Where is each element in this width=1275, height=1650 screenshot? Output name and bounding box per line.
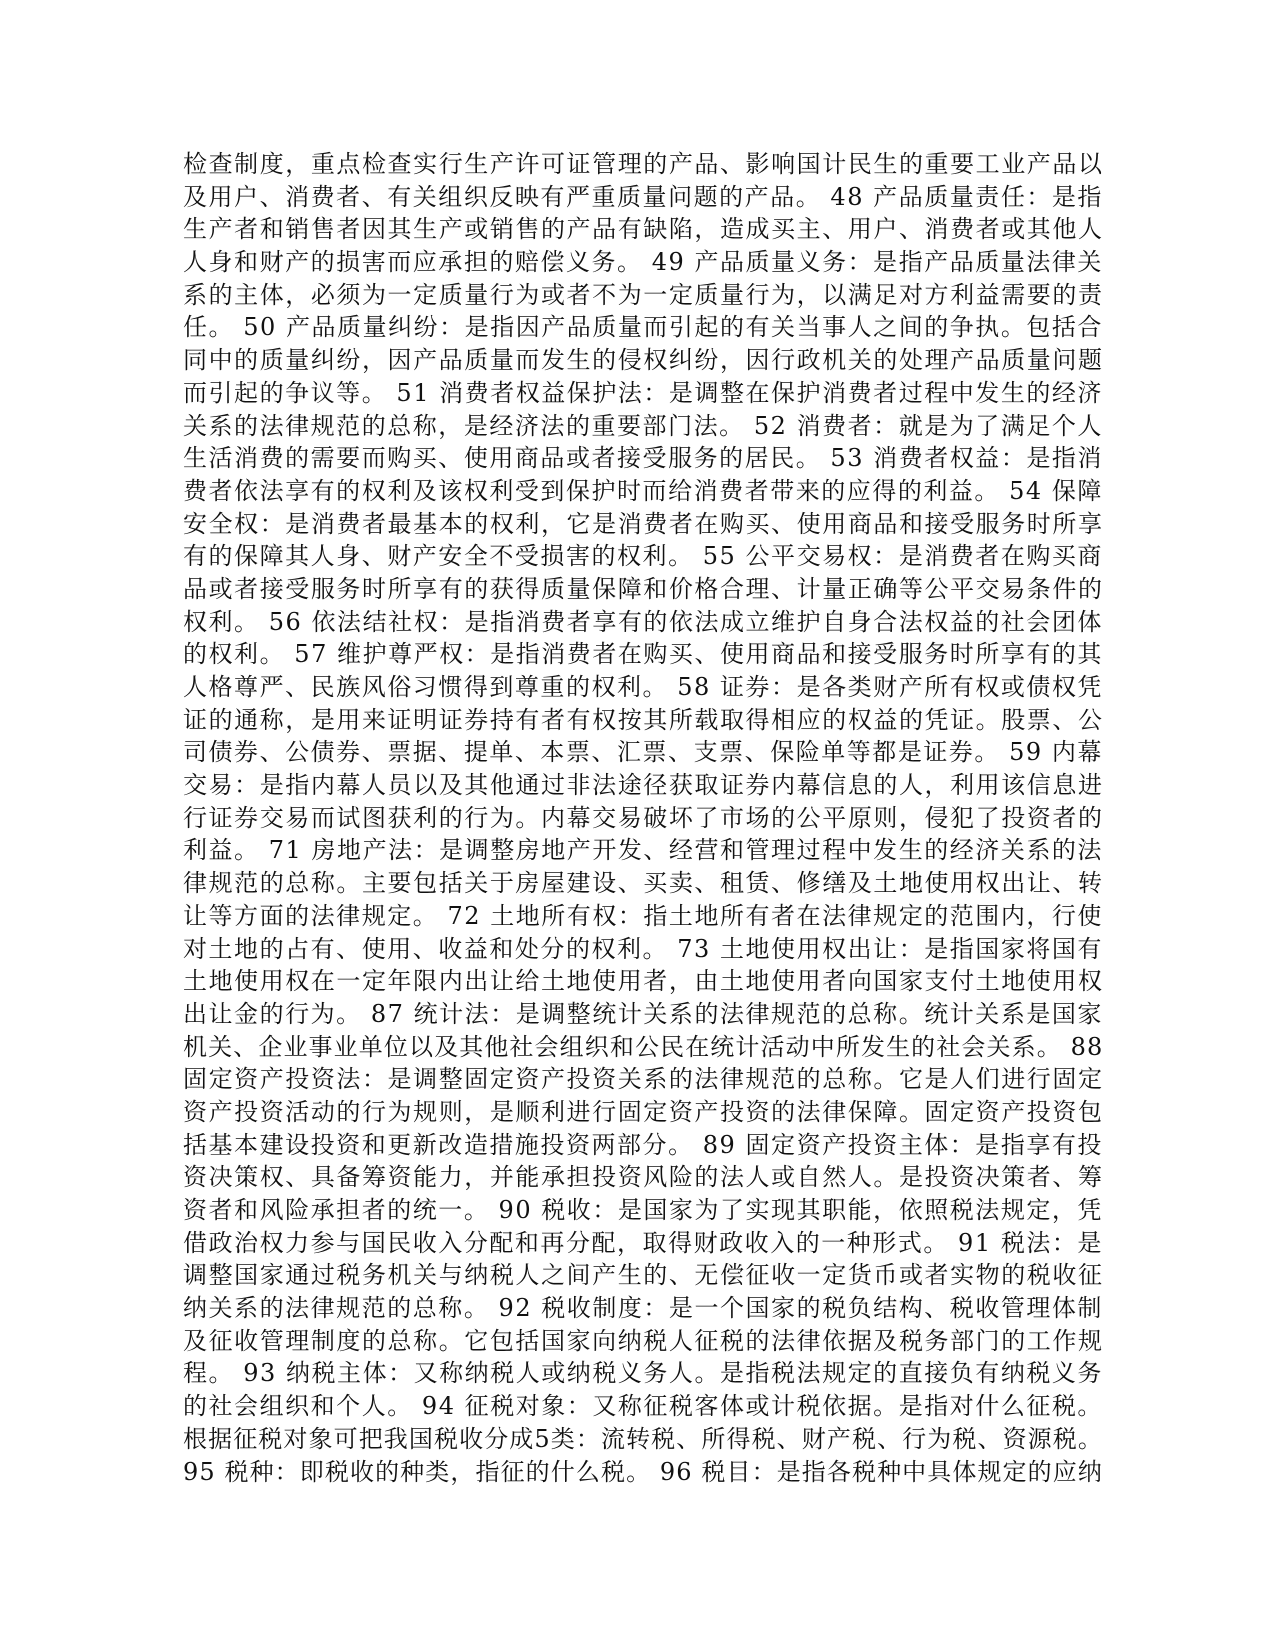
text-line: 固定资产投资法：是调整固定资产投资关系的法律规范的总称。它是人们进行固定 [183, 1065, 1104, 1094]
body-text [183, 148, 1103, 1488]
text-line: 机关、企业事业单位以及其他社会组织和公民在统计活动中所发生的社会关系。 88 [183, 1032, 1104, 1061]
text-line: 生产者和销售者因其生产或销售的产品有缺陷，造成买主、用户、消费者或其他人 [183, 215, 1104, 244]
text-line: 行证券交易而试图获利的行为。内幕交易破坏了市场的公平原则，侵犯了投资者的 [183, 803, 1104, 832]
text-line: 司债券、公债券、票据、提单、本票、汇票、支票、保险单等都是证券。 59 内幕 [183, 738, 1103, 767]
text-line: 借政治权力参与国民收入分配和再分配，取得财政收入的一种形式。 91 税法：是 [183, 1228, 1103, 1257]
text-line: 调整国家通过税务机关与纳税人之间产生的、无偿征收一定货币或者实物的税收征 [183, 1261, 1104, 1290]
text-line: 任。 50 产品质量纠纷：是指因产品质量而引起的有关当事人之间的争执。包括合 [183, 313, 1103, 342]
text-line: 利益。 71 房地产法：是调整房地产开发、经营和管理过程中发生的经济关系的法 [183, 836, 1103, 865]
text-line: 生活消费的需要而购买、使用商品或者接受服务的居民。 53 消费者权益：是指消 [183, 444, 1103, 473]
text-line: 括基本建设投资和更新改造措施投资两部分。 89 固定资产投资主体：是指享有投 [183, 1130, 1103, 1159]
text-line: 土地使用权在一定年限内出让给土地使用者，由土地使用者向国家支付土地使用权 [183, 967, 1104, 996]
text-line: 资者和风险承担者的统一。 90 税收：是国家为了实现其职能，依照税法规定，凭 [183, 1196, 1103, 1224]
text-line: 费者依法享有的权利及该权利受到保护时而给消费者带来的应得的利益。 54 保障 [183, 476, 1103, 505]
text-line: 的权利。 57 维护尊严权：是指消费者在购买、使用商品和接受服务时所享有的其 [183, 640, 1103, 669]
text-line: 安全权：是消费者最基本的权利，它是消费者在购买、使用商品和接受服务时所享 [183, 509, 1104, 538]
text-line: 人身和财产的损害而应承担的赔偿义务。 49 产品质量义务：是指产品质量法律关 [183, 248, 1103, 277]
text-line: 律规范的总称。主要包括关于房屋建设、买卖、租赁、修缮及土地使用权出让、转 [183, 869, 1104, 898]
text-line: 交易：是指内幕人员以及其他通过非法途径获取证券内幕信息的人，利用该信息进 [183, 771, 1104, 800]
text-line: 而引起的争议等。 51 消费者权益保护法：是调整在保护消费者过程中发生的经济 [183, 378, 1103, 407]
text-line: 出让金的行为。 87 统计法：是调整统计关系的法律规范的总称。统计关系是国家 [183, 999, 1103, 1028]
text-line: 根据征税对象可把我国税收分成5类：流转税、所得税、财产税、行为税、资源税。 [183, 1424, 1103, 1453]
text-line: 资产投资活动的行为规则，是顺利进行固定资产投资的法律保障。固定资产投资包 [183, 1097, 1104, 1126]
text-line: 程。 93 纳税主体：又称纳税人或纳税义务人。是指税法规定的直接负有纳税义务 [183, 1359, 1103, 1388]
text-line: 系的主体，必须为一定质量行为或者不为一定质量行为，以满足对方利益需要的责 [183, 280, 1104, 309]
text-line: 证的通称，是用来证明证券持有者有权按其所载取得相应的权益的凭证。股票、公 [183, 705, 1104, 734]
text-line: 有的保障其人身、财产安全不受损害的权利。 55 公平交易权：是消费者在购买商 [183, 542, 1103, 571]
text-line: 关系的法律规范的总称，是经济法的重要部门法。 52 消费者：就是为了满足个人 [183, 411, 1103, 440]
text-line: 及征收管理制度的总称。它包括国家向纳税人征税的法律依据及税务部门的工作规 [183, 1326, 1104, 1355]
text-line: 让等方面的法律规定。 72 土地所有权：指土地所有者在法律规定的范围内，行使 [183, 901, 1103, 930]
text-line: 检查制度，重点检查实行生产许可证管理的产品、影响国计民生的重要工业产品以 [183, 150, 1104, 178]
text-line: 同中的质量纠纷，因产品质量而发生的侵权纠纷，因行政机关的处理产品质量问题 [183, 346, 1104, 375]
text-line: 及用户、消费者、有关组织反映有严重质量问题的产品。 48 产品质量责任：是指 [183, 182, 1103, 211]
text-line: 资决策权、具备筹资能力，并能承担投资风险的法人或自然人。是投资决策者、筹 [183, 1163, 1104, 1192]
text-line: 人格尊严、民族风俗习惯得到尊重的权利。 58 证券：是各类财产所有权或债权凭 [183, 673, 1103, 701]
text-line: 品或者接受服务时所享有的获得质量保障和价格合理、计量正确等公平交易条件的 [183, 574, 1104, 603]
text-line: 的社会组织和个人。 94 征税对象：又称征税客体或计税依据。是指对什么征税。 [183, 1392, 1103, 1421]
text-line: 权利。 56 依法结社权：是指消费者享有的依法成立维护自身合法权益的社会团体 [183, 607, 1103, 636]
text-line: 纳关系的法律规范的总称。 92 税收制度：是一个国家的税负结构、税收管理体制 [183, 1294, 1103, 1323]
text-line: 对土地的占有、使用、收益和处分的权利。 73 土地使用权出让：是指国家将国有 [183, 934, 1103, 963]
text-line: 95 税种：即税收的种类，指征的什么税。 96 税目：是指各税种中具体规定的应纳 [183, 1457, 1103, 1486]
